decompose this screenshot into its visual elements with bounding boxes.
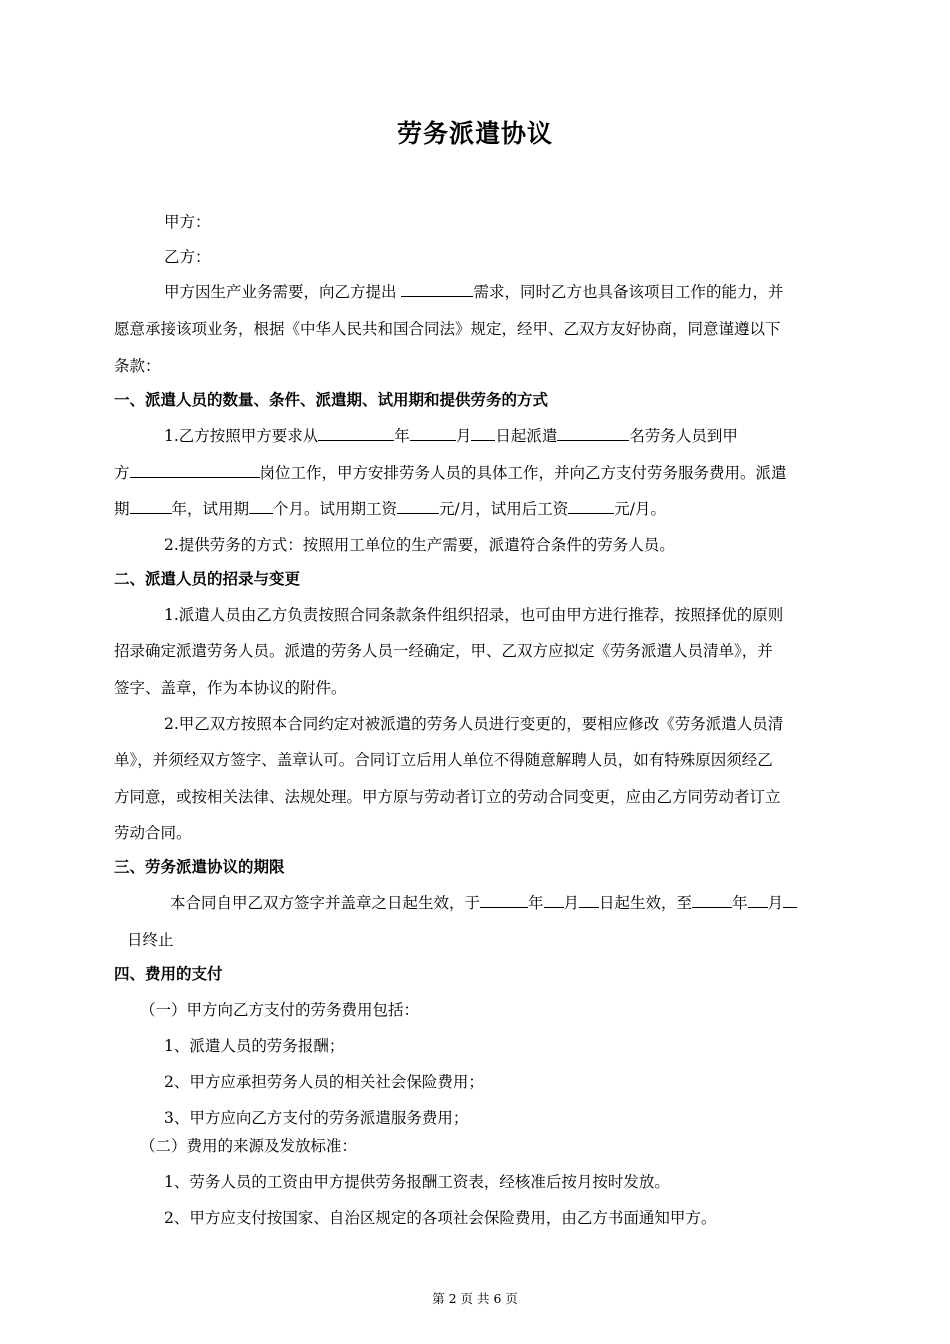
blank-field <box>471 425 495 441</box>
blank-field <box>318 425 394 441</box>
intro-text: 需求，同时乙方也具备该项目工作的能力，并 <box>473 283 784 301</box>
text: 元/月。 <box>614 500 667 518</box>
text: 岗位工作，甲方安排劳务人员的具体工作，并向乙方支付劳务服务费用。派遣 <box>259 464 787 482</box>
text: 日起派遣 <box>495 427 558 445</box>
text: 元/月，试用后工资 <box>439 500 569 518</box>
section-4-heading: 四、费用的支付 <box>114 965 223 983</box>
text: 年 <box>394 427 410 445</box>
blank-field <box>692 892 732 908</box>
blank-field <box>130 462 260 478</box>
s2-p2-line-4: 劳动合同。 <box>114 824 192 842</box>
blank-field <box>401 281 473 297</box>
text: 本合同自甲乙双方签字并盖章之日起生效，于 <box>170 894 481 912</box>
blank-field <box>397 498 439 514</box>
text: 年，试用期 <box>171 500 250 518</box>
blank-field <box>544 892 564 908</box>
s4-item: 3、甲方应向乙方支付的劳务派遣服务费用； <box>164 1109 469 1127</box>
blank-field <box>783 892 797 908</box>
s4-subheading-2: （二）费用的来源及发放标准： <box>140 1137 358 1155</box>
s3-line-2: 日终止 <box>127 931 174 949</box>
section-3-heading: 三、劳务派遣协议的期限 <box>114 858 285 876</box>
section-2-heading: 二、派遣人员的招录与变更 <box>114 570 301 588</box>
section-1-heading: 一、派遣人员的数量、条件、派遣期、试用期和提供劳务的方式 <box>114 391 549 409</box>
s4-subheading-1: （一）甲方向乙方支付的劳务费用包括： <box>140 1001 420 1019</box>
s2-p2-line-3: 方同意，或按相关法律、法规处理。甲方原与劳动者订立的劳动合同变更，应由乙方同劳动者订立 <box>114 788 781 806</box>
intro-line-1 <box>164 280 783 304</box>
blank-field <box>480 892 528 908</box>
page-footer: 第 2 页 共 6 页 <box>432 1291 518 1306</box>
s4-item: 2、甲方应承担劳务人员的相关社会保险费用； <box>164 1073 484 1091</box>
blank-field <box>579 892 599 908</box>
text: 名劳务人员到甲 <box>629 427 738 445</box>
blank-field <box>410 425 456 441</box>
document-title: 劳务派遣协议 <box>396 119 553 148</box>
text: 个月。试用期工资 <box>273 500 398 518</box>
blank-field <box>130 498 172 514</box>
text: 年 <box>732 894 748 912</box>
blank-field <box>557 425 629 441</box>
s2-p1-line-2: 招录确定派遣劳务人员。派遣的劳务人员一经确定，甲、乙双方应拟定《劳务派遣人员清单》，并 <box>114 642 773 660</box>
party-b-label: 乙方： <box>164 248 211 266</box>
text: 月 <box>455 427 472 445</box>
s4-item: 1、劳务人员的工资由甲方提供劳务报酬工资表，经核准后按月按时发放。 <box>164 1173 670 1191</box>
s2-p2-line-1: 2.甲乙双方按照本合同约定对被派遣的劳务人员进行变更的，要相应修改《劳务派遣人员清 <box>164 715 784 733</box>
blank-field <box>748 892 768 908</box>
text: 期 <box>114 500 130 518</box>
text: 月 <box>563 894 580 912</box>
s2-p2-line-2: 单》，并须经双方签字、盖章认可。合同订立后用人单位不得随意解聘人员，如有特殊原因须经乙 <box>114 751 773 769</box>
text: 方 <box>114 464 130 482</box>
s3-line-1 <box>170 891 797 915</box>
blank-field <box>249 498 273 514</box>
s1-p1-line-3 <box>114 497 666 521</box>
s2-p1-line-1: 1.派遣人员由乙方负责按照合同条款条件组织招录，也可由甲方进行推荐，按照择优的原则 <box>164 606 784 624</box>
s4-item: 2、甲方应支付按国家、自治区规定的各项社会保险费用，由乙方书面通知甲方。 <box>164 1209 717 1227</box>
party-a-label: 甲方： <box>164 213 211 231</box>
s1-p2: 2.提供劳务的方式：按照用工单位的生产需要，派遣符合条件的劳务人员。 <box>164 536 675 554</box>
text: 月 <box>767 894 784 912</box>
text: 1.乙方按照甲方要求从 <box>164 427 319 445</box>
intro-line-3: 条款： <box>114 357 161 375</box>
s1-p1-line-2 <box>114 461 787 485</box>
s2-p1-line-3: 签字、盖章，作为本协议的附件。 <box>114 679 347 697</box>
blank-field <box>568 498 614 514</box>
s1-p1-line-1 <box>164 424 738 448</box>
text: 日起生效，至 <box>599 894 693 912</box>
text: 年 <box>528 894 544 912</box>
s4-item: 1、派遣人员的劳务报酬； <box>164 1037 345 1055</box>
intro-line-2: 愿意承接该项业务，根据《中华人民共和国合同法》规定，经甲、乙双方友好协商，同意谨遵以下 <box>114 320 781 338</box>
intro-text: 甲方因生产业务需要，向乙方提出 <box>164 283 402 301</box>
